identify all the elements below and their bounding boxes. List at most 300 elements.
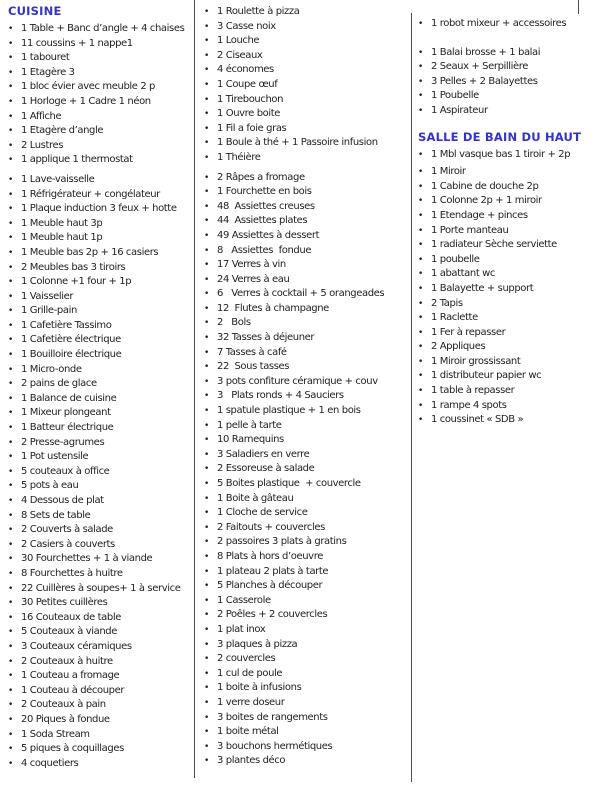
- bullet-icon: •: [8, 466, 14, 477]
- list-item: [204, 419, 409, 434]
- bullet-icon: •: [204, 391, 210, 402]
- list-item: [204, 433, 409, 448]
- bullet-icon: •: [418, 386, 424, 397]
- list-item: [8, 217, 192, 232]
- bullet-icon: •: [204, 581, 210, 592]
- list-item-text: 1 bloc évier avec meuble 2 p: [21, 81, 156, 93]
- bullet-icon: •: [418, 327, 424, 338]
- list-item-text: 3 Plats ronds + 4 Sauciers: [217, 390, 344, 402]
- list-item: [8, 596, 192, 611]
- bullet-icon: •: [204, 289, 210, 300]
- list-item-text: 6 Verres à cocktail + 5 orangeades: [217, 288, 385, 300]
- bullet-icon: •: [204, 79, 210, 90]
- list-item-text: 1 Poubelle: [431, 90, 479, 102]
- bullet-icon: •: [418, 240, 424, 251]
- list-item: [8, 110, 192, 125]
- list-item: [204, 623, 409, 638]
- bullet-icon: •: [8, 510, 14, 521]
- list-item-text: 5 couteaux à office: [21, 465, 110, 477]
- bullet-icon: •: [8, 140, 14, 151]
- list-item: [204, 375, 409, 390]
- list-item: [8, 611, 192, 626]
- bullet-icon: •: [8, 218, 14, 229]
- list-item: [418, 369, 600, 384]
- bullet-icon: •: [204, 216, 210, 227]
- list-item-text: 1 Lave-vaisselle: [21, 173, 95, 185]
- list-item-text: 1 Ouvre boite: [217, 108, 281, 120]
- item-group: [204, 171, 409, 769]
- list-item: [8, 51, 192, 66]
- list-item-text: 44 Assiettes plates: [217, 215, 308, 227]
- list-item: [8, 757, 192, 772]
- bullet-icon: •: [204, 362, 210, 373]
- list-item: [8, 202, 192, 217]
- list-item-text: 1 Etagère d’angle: [21, 125, 104, 137]
- item-group: [418, 165, 600, 428]
- bullet-icon: •: [8, 262, 14, 273]
- list-item: [204, 696, 409, 711]
- list-item: [8, 37, 192, 52]
- list-item: [8, 479, 192, 494]
- bullet-icon: •: [204, 172, 210, 183]
- list-item-text: 2 Essoreuse à salade: [217, 463, 315, 475]
- list-item: [418, 413, 600, 428]
- bullet-icon: •: [418, 62, 424, 73]
- bullet-icon: •: [418, 181, 424, 192]
- bullet-icon: •: [204, 274, 210, 285]
- list-item-text: 1 Couteau à découper: [21, 684, 125, 696]
- bullet-icon: •: [8, 452, 14, 463]
- list-item-text: 1 Etagère 3: [21, 66, 75, 78]
- list-item: [418, 75, 600, 90]
- list-item: [8, 173, 192, 188]
- bullet-icon: •: [418, 254, 424, 265]
- list-item-text: 2 Ciseaux: [217, 49, 263, 61]
- bullet-icon: •: [8, 53, 14, 64]
- bullet-icon: •: [8, 24, 14, 34]
- list-item-text: 3 Pelles + 2 Balayettes: [431, 75, 538, 87]
- bullet-icon: •: [204, 595, 210, 606]
- bullet-icon: •: [418, 371, 424, 382]
- list-item: [8, 304, 192, 319]
- list-item: [8, 465, 192, 480]
- bullet-icon: •: [204, 479, 210, 489]
- bullet-icon: •: [8, 700, 14, 711]
- list-item-text: 22 Sous tasses: [217, 361, 290, 373]
- list-item: [8, 698, 192, 713]
- list-item-text: 1 abattant wc: [431, 268, 496, 280]
- section-title: SALLE DE BAIN DU HAUT: [418, 129, 582, 144]
- list-item-text: 24 Verres à eau: [217, 273, 290, 285]
- item-group: [418, 17, 600, 32]
- list-item-text: 1 applique 1 thermostat: [21, 154, 133, 166]
- list-item: [204, 681, 409, 696]
- item-group: [8, 173, 192, 771]
- list-item: [204, 506, 409, 521]
- list-item-text: 1 Etendage + pinces: [431, 209, 528, 221]
- list-item: [8, 494, 192, 509]
- bullet-icon: •: [8, 583, 14, 594]
- list-item: [204, 316, 409, 331]
- list-item-text: 1 poubelle: [431, 253, 480, 265]
- bullet-icon: •: [8, 291, 14, 302]
- bullet-icon: •: [8, 656, 14, 667]
- list-item: [418, 194, 600, 209]
- list-item-text: 1 Micro-onde: [21, 363, 82, 375]
- list-item-text: 1 Mixeur plongeant: [21, 407, 111, 419]
- list-item-text: 1 cul de poule: [217, 667, 283, 679]
- list-item-text: 1 Cloche de service: [217, 507, 308, 519]
- bullet-icon: •: [8, 67, 14, 78]
- list-item-text: 3 pots confiture céramique + couv: [217, 375, 378, 387]
- bullet-icon: •: [8, 481, 14, 492]
- list-item: [8, 436, 192, 451]
- item-group: [418, 148, 600, 163]
- list-item: [418, 209, 600, 224]
- bullet-icon: •: [8, 408, 14, 419]
- list-item: [204, 492, 409, 507]
- list-item-text: 1 Meuble haut 1p: [21, 232, 103, 244]
- bullet-icon: •: [418, 225, 424, 236]
- list-item-text: 4 économes: [217, 64, 274, 76]
- list-item-text: 1 Fil a foie gras: [217, 122, 287, 134]
- list-item: [204, 652, 409, 667]
- bullet-icon: •: [8, 350, 14, 361]
- list-item-text: 1 Colonne 2p + 1 miroir: [431, 195, 542, 207]
- list-item-text: 1 Horloge + 1 Cadre 1 néon: [21, 95, 151, 107]
- bullet-icon: •: [204, 7, 210, 17]
- list-item: [8, 246, 192, 261]
- list-item-text: 2 Presse-agrumes: [21, 436, 105, 448]
- list-section: [204, 5, 409, 769]
- list-item-text: 20 Piques à fondue: [21, 713, 110, 725]
- list-item: [418, 326, 600, 341]
- list-item: [8, 363, 192, 378]
- bullet-icon: •: [8, 568, 14, 579]
- list-item: [418, 238, 600, 253]
- list-item: [8, 231, 192, 246]
- list-item: [204, 229, 409, 244]
- bullet-icon: •: [204, 406, 210, 417]
- list-item: [418, 89, 600, 104]
- bullet-icon: •: [204, 245, 210, 256]
- list-item-text: 1 plateau 2 plats à tarte: [217, 565, 329, 577]
- list-item-text: 1 Tirebouchon: [217, 93, 284, 105]
- bullet-icon: •: [8, 189, 14, 200]
- list-item-text: 30 Fourchettes + 1 à viande: [21, 553, 153, 565]
- bullet-icon: •: [204, 697, 210, 708]
- bullet-icon: •: [204, 712, 210, 723]
- bullet-icon: •: [8, 111, 14, 122]
- list-item-text: 1 Boule à thé + 1 Passoire infusion: [217, 137, 378, 149]
- list-item-text: 1 Raclette: [431, 312, 478, 324]
- list-item: [418, 180, 600, 195]
- list-item: [204, 122, 409, 137]
- list-item: [8, 66, 192, 81]
- list-item: [8, 333, 192, 348]
- bullet-icon: •: [8, 671, 14, 682]
- list-item-text: 1 Meuble bas 2p + 16 casiers: [21, 246, 159, 258]
- list-item-text: 2 Couteaux à huitre: [21, 655, 113, 667]
- bullet-icon: •: [204, 522, 210, 533]
- list-item-text: 2 Seaux + Serpillière: [431, 61, 529, 73]
- bullet-icon: •: [8, 96, 14, 107]
- bullet-icon: •: [8, 174, 14, 185]
- bullet-icon: •: [8, 641, 14, 652]
- bullet-icon: •: [204, 566, 210, 577]
- bullet-icon: •: [418, 269, 424, 280]
- list-item: [204, 754, 409, 769]
- list-item: [8, 275, 192, 290]
- list-item-text: 10 Ramequins: [217, 434, 284, 446]
- list-item-text: 1 robot mixeur + accessoires: [431, 18, 567, 29]
- list-item-text: 1 Coupe œuf: [217, 78, 278, 90]
- list-item-text: 22 Cuillères à soupes+ 1 à service: [21, 582, 181, 594]
- list-item-text: 1 Porte manteau: [431, 224, 509, 236]
- list-item-text: 1 Casserole: [217, 594, 271, 606]
- bullet-icon: •: [8, 335, 14, 346]
- list-item: [8, 153, 192, 168]
- list-item-text: 32 Tasses à déjeuner: [217, 332, 315, 344]
- list-item-text: 49 Assiettes à dessert: [217, 229, 320, 241]
- bullet-icon: •: [8, 598, 14, 609]
- bullet-icon: •: [8, 364, 14, 375]
- list-item-text: 1 Cabine de douche 2p: [431, 180, 539, 192]
- list-item-text: 1 pelle à tarte: [217, 419, 282, 431]
- list-item-text: 1 boite métal: [217, 726, 279, 738]
- list-item: [418, 224, 600, 239]
- list-item: [204, 565, 409, 580]
- list-item: [204, 20, 409, 35]
- bullet-icon: •: [204, 333, 210, 344]
- list-item: [8, 523, 192, 538]
- list-item-text: 2 passoires 3 plats à gratins: [217, 536, 347, 548]
- list-item-text: 2 Lustres: [21, 139, 64, 151]
- list-item: [8, 728, 192, 743]
- bullet-icon: •: [8, 82, 14, 93]
- bullet-icon: •: [204, 727, 210, 738]
- list-item-text: 3 Saladiers en verre: [217, 448, 310, 460]
- list-item: [8, 684, 192, 699]
- list-item: [418, 165, 600, 180]
- list-item: [204, 725, 409, 740]
- list-item-text: 1 verre doseur: [217, 696, 285, 708]
- bullet-icon: •: [8, 554, 14, 565]
- list-item: [8, 188, 192, 203]
- list-item-text: 1 rampe 4 spots: [431, 399, 507, 411]
- list-item: [8, 552, 192, 567]
- bullet-icon: •: [204, 668, 210, 679]
- list-item: [8, 348, 192, 363]
- bullet-icon: •: [204, 624, 210, 635]
- list-item: [418, 267, 600, 282]
- list-section: [8, 4, 192, 771]
- list-item: [204, 535, 409, 550]
- bullet-icon: •: [204, 756, 210, 767]
- bullet-icon: •: [204, 551, 210, 562]
- bullet-icon: •: [8, 685, 14, 696]
- bullet-icon: •: [8, 306, 14, 317]
- bullet-icon: •: [204, 435, 210, 446]
- item-group: [418, 46, 600, 119]
- list-item: [418, 282, 600, 297]
- bullet-icon: •: [418, 105, 424, 116]
- bullet-icon: •: [418, 91, 424, 102]
- bullet-icon: •: [8, 393, 14, 404]
- list-item-text: 3 boites de rangements: [217, 711, 328, 723]
- list-item-text: 1 plat inox: [217, 623, 266, 635]
- bullet-icon: •: [204, 376, 210, 387]
- table-border-fragment: [578, 0, 579, 14]
- list-item: [8, 567, 192, 582]
- list-item-text: 1 Théière: [217, 151, 261, 163]
- list-item: [204, 477, 409, 492]
- list-item: [418, 355, 600, 370]
- list-section: [418, 17, 600, 119]
- bullet-icon: •: [204, 94, 210, 105]
- column-divider: [411, 13, 412, 782]
- list-item-text: 17 Verres à vin: [217, 259, 286, 271]
- list-item-text: 1 Soda Stream: [21, 728, 90, 740]
- list-item: [418, 104, 600, 119]
- list-item: [204, 331, 409, 346]
- bullet-icon: •: [8, 714, 14, 725]
- list-item-text: 1 Affiche: [21, 110, 62, 122]
- list-item: [8, 80, 192, 95]
- list-item: [8, 713, 192, 728]
- list-item-text: 1 Fer à repasser: [431, 326, 506, 338]
- list-item: [204, 5, 409, 20]
- bullet-icon: •: [204, 201, 210, 212]
- bullet-icon: •: [418, 19, 424, 29]
- list-item-text: 8 Fourchettes à huitre: [21, 567, 123, 579]
- list-item: [418, 297, 600, 312]
- list-item-text: 48 Assiettes creuses: [217, 200, 315, 212]
- list-item: [204, 360, 409, 375]
- bullet-icon: •: [8, 729, 14, 740]
- list-item-text: 1 Couteau a fromage: [21, 670, 120, 682]
- list-item-text: 1 Boite à gâteau: [217, 492, 294, 504]
- section-title: CUISINE: [8, 4, 62, 18]
- bullet-icon: •: [418, 47, 424, 58]
- list-item: [204, 171, 409, 186]
- bullet-icon: •: [8, 38, 14, 49]
- list-item-text: 1 Table + Banc d’angle + 4 chaises: [21, 23, 185, 34]
- list-item-text: 2 Appliques: [431, 341, 486, 353]
- list-item: [8, 640, 192, 655]
- bullet-icon: •: [204, 347, 210, 358]
- list-item: [8, 319, 192, 334]
- list-item: [204, 107, 409, 122]
- bullet-icon: •: [204, 449, 210, 460]
- list-item-text: 1 Miroir: [431, 166, 466, 178]
- list-item-text: 1 Miroir grossissant: [431, 355, 521, 367]
- list-item-text: 1 coussinet « SDB »: [431, 414, 524, 426]
- bullet-icon: •: [204, 138, 210, 149]
- bullet-icon: •: [418, 210, 424, 221]
- list-item: [204, 579, 409, 594]
- list-item: [8, 655, 192, 670]
- bullet-icon: •: [418, 283, 424, 294]
- bullet-icon: •: [8, 204, 14, 215]
- list-section: [418, 130, 600, 428]
- list-item: [418, 253, 600, 268]
- list-item-text: 1 Balai brosse + 1 balai: [431, 46, 541, 58]
- list-item-text: 2 couvercles: [217, 653, 276, 665]
- list-item-text: 1 boite à infusions: [217, 682, 302, 694]
- list-item: [204, 244, 409, 259]
- list-item: [204, 521, 409, 536]
- list-item-text: 1 Mbl vasque bas 1 tiroir + 2p: [431, 148, 571, 160]
- bullet-icon: •: [418, 342, 424, 353]
- list-item: [204, 740, 409, 755]
- bullet-icon: •: [204, 683, 210, 694]
- list-item-text: 2 Poêles + 2 couvercles: [217, 609, 328, 621]
- list-item-text: 1 Meuble haut 3p: [21, 217, 103, 229]
- item-group: [8, 22, 192, 168]
- list-item-text: 2 Tapis: [431, 297, 463, 309]
- list-item-text: 1 distributeur papier wc: [431, 370, 542, 382]
- bullet-icon: •: [204, 610, 210, 621]
- list-item: [8, 139, 192, 154]
- bullet-icon: •: [418, 400, 424, 411]
- bullet-icon: •: [204, 50, 210, 61]
- list-item-text: 16 Couteaux de table: [21, 611, 121, 623]
- list-item: [418, 340, 600, 355]
- list-item-text: 8 Plats à hors d’oeuvre: [217, 550, 323, 562]
- bullet-icon: •: [204, 318, 210, 329]
- list-item: [418, 148, 600, 163]
- list-item: [204, 608, 409, 623]
- list-item-text: 2 Couteaux à pain: [21, 699, 106, 711]
- bullet-icon: •: [8, 155, 14, 166]
- list-item-text: 3 plantes déco: [217, 755, 286, 767]
- bullet-icon: •: [204, 260, 210, 271]
- list-item-text: 1 Balance de cuisine: [21, 392, 117, 404]
- bullet-icon: •: [204, 230, 210, 241]
- list-item-text: 3 Casse noix: [217, 20, 276, 32]
- list-item: [418, 399, 600, 414]
- list-item: [204, 93, 409, 108]
- list-item-text: 7 Tasses à café: [217, 346, 287, 358]
- bullet-icon: •: [204, 21, 210, 32]
- list-item-text: 1 Pot ustensile: [21, 451, 89, 463]
- list-item: [418, 46, 600, 61]
- bullet-icon: •: [8, 247, 14, 258]
- bullet-icon: •: [204, 36, 210, 47]
- list-item-text: 4 Dessous de plat: [21, 495, 104, 506]
- list-item-text: 2 Casiers à couverts: [21, 538, 115, 550]
- bullet-icon: •: [418, 76, 424, 87]
- list-item: [8, 261, 192, 276]
- list-item: [204, 273, 409, 288]
- list-item-text: 1 Louche: [217, 35, 260, 47]
- list-item: [204, 462, 409, 477]
- list-item: [204, 389, 409, 404]
- list-item: [204, 200, 409, 215]
- list-item-text: 3 bouchons hermétiques: [217, 740, 333, 752]
- bullet-icon: •: [8, 496, 14, 506]
- bullet-icon: •: [8, 744, 14, 755]
- bullet-icon: •: [204, 508, 210, 519]
- list-item-text: 5 piques à coquillages: [21, 743, 124, 755]
- list-item: [204, 404, 409, 419]
- bullet-icon: •: [204, 420, 210, 431]
- list-item: [204, 78, 409, 93]
- bullet-icon: •: [8, 627, 14, 638]
- list-item-text: 2 pains de glace: [21, 378, 97, 390]
- list-item-text: 1 tabouret: [21, 52, 70, 64]
